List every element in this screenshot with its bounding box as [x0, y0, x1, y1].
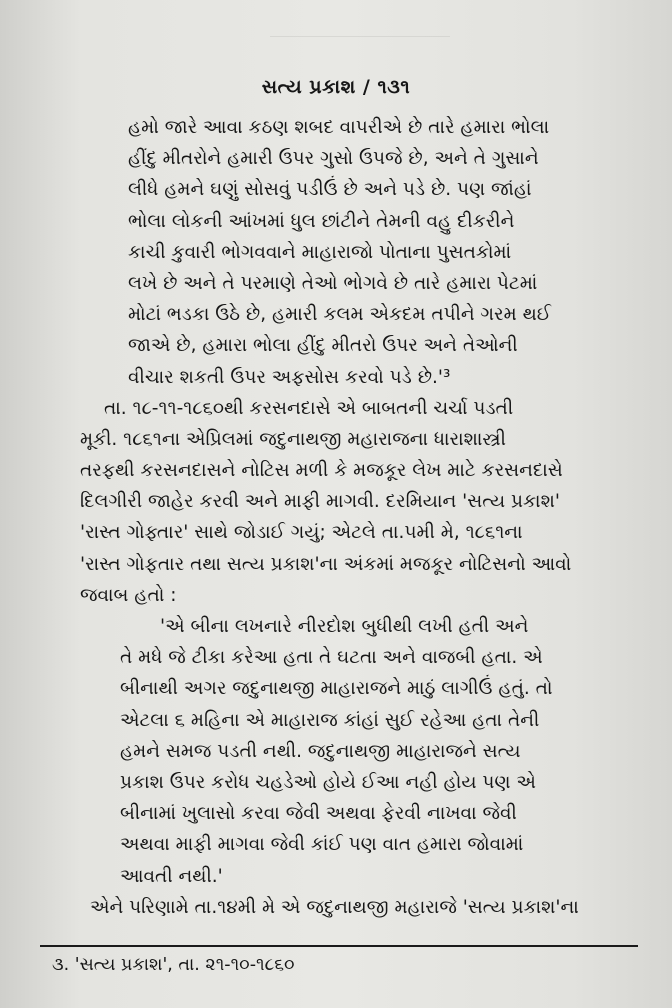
- text-line: પ્રકાશ ઉપર કરોધ ચહડેઓ હોયે ઈઆ નહી હોય પણ એ: [120, 771, 536, 793]
- text-line: જાએ છે, હમારા ભોલા હીંદુ મીતરો ઉપર અને તેઓની: [128, 335, 518, 357]
- text-line: 'એ બીના લખનારે નીરદોશ બુધીથી લખી હતી અને: [160, 616, 529, 637]
- text-line: હમને સમજ પડતી નથી. જદુનાથજી માહારાજને સત્ય: [120, 740, 521, 762]
- text-line: બીનામાં ખુલાસો કરવા જેવી અથવા ફેરવી નાખવા જેવી: [120, 803, 517, 825]
- text-line: તે મધે જે ટીકા કરેઆ હતા તે ઘટતા અને વાજબી હતા. એ: [120, 647, 543, 669]
- page-body: [80, 112, 640, 923]
- footnote: ૩. 'સત્ય પ્રકાશ', તા. ૨૧-૧૦-૧૮૬૦: [52, 955, 295, 975]
- text-line: દિલગીરી જાહેર કરવી અને માફી માગવી. દરમિયાન 'સત્ય પ્રકાશ': [80, 491, 560, 513]
- text-line: જવાબ હતો :: [80, 584, 177, 606]
- quoted-passage: [80, 112, 640, 393]
- closing-paragraph: [80, 892, 640, 923]
- text-line: એને પરિણામે તા.૧૪મી મે એ જદુનાથજી મહારાજે 'સત્ય પ્રકાશ'ના: [90, 896, 579, 918]
- text-line: અથવા માફી માગવા જેવી કાંઈ પણ વાત હમારા જોવામાં: [120, 834, 524, 856]
- text-line: તરફથી કરસનદાસને નોટિસ મળી કે મજકૂર લેખ માટે કરસનદાસે: [80, 460, 563, 482]
- text-line: વીચાર શકતી ઉપર અફસોસ કરવો પડે છે.'³: [128, 366, 451, 388]
- bleed-through-header: [270, 14, 450, 37]
- text-line: ભોલા લોકની આંખમાં ધુલ છાંટીને તેમની વહુ દીકરીને: [128, 210, 515, 232]
- text-line: લખે છે અને તે પરમાણે તેઓ ભોગવે છે તારે હમારા પેટમાં: [128, 272, 538, 294]
- page-header: સત્ય પ્રકાશ / ૧૩૧: [261, 76, 411, 98]
- text-line: તા. ૧૮-૧૧-૧૮૬૦થી કરસનદાસે એ બાબતની ચર્ચા પડતી: [104, 397, 514, 419]
- main-paragraph: [80, 393, 640, 611]
- text-line: 'રાસ્ત ગોફ્તાર' સાથે જોડાઈ ગયું; એટલે તા.૫મી મે, ૧૮૬૧ના: [80, 522, 523, 544]
- text-line: લીધે હમને ઘણું સોસવું પડીઉં છે અને પડે છે. પણ જાંહાં: [128, 179, 532, 201]
- reply-quote: [80, 611, 640, 892]
- text-line: હમો જારે આવા કઠણ શબદ વાપરીએ છે તારે હમારા ભોલા: [128, 117, 550, 138]
- text-line: બીનાથી અગર જદુનાથજી માહારાજને માઠું લાગીઉં હતું. તો: [120, 678, 553, 700]
- text-line: 'રાસ્ત ગોફતાર તથા સત્ય પ્રકાશ'ના અંકમાં મજકૂર નોટિસનો આવો: [80, 553, 572, 575]
- footnote-divider: [40, 945, 638, 947]
- text-line: આવતી નથી.': [120, 865, 223, 887]
- text-line: હીંદુ મીતરોને હમારી ઉપર ગુસો ઉપજે છે, અને તે ગુસાને: [128, 148, 539, 170]
- text-line: મોટાં ભડકા ઉઠે છે, હમારી કલમ એકદમ તપીને ગરમ થઈ: [128, 304, 552, 326]
- text-line: કાચી કુવારી ભોગવવાને માહારાજો પોતાના પુસતકોમાં: [128, 241, 512, 263]
- text-line: મૂકી. ૧૮૬૧ના એપ્રિલમાં જદુનાથજી મહારાજના ધારાશાસ્ત્રી: [80, 428, 506, 450]
- text-line: એટલા ૬ મહિના એ માહારાજ કાંહાં સુઈ રહેઆ હતા તેની: [120, 709, 540, 731]
